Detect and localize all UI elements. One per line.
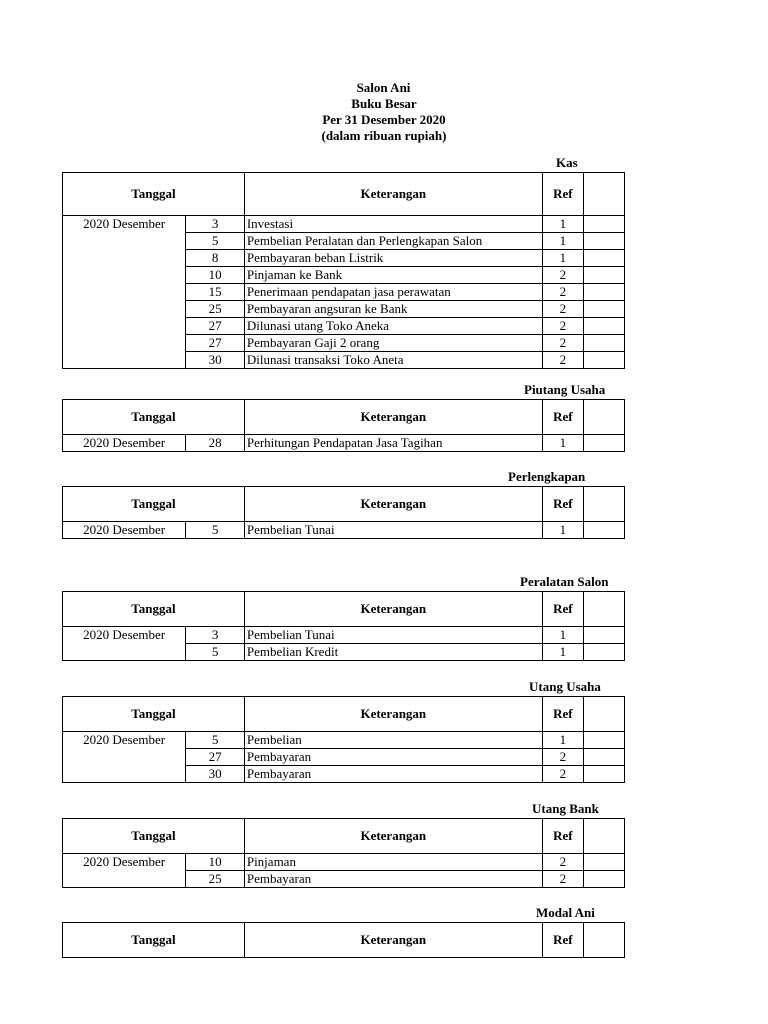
ref-cell: 2 bbox=[542, 749, 583, 766]
day-cell: 10 bbox=[186, 267, 245, 284]
column-header-debit bbox=[583, 923, 624, 958]
debit-cell bbox=[583, 749, 624, 766]
column-header-ref: Ref bbox=[542, 923, 583, 958]
ledger-table bbox=[62, 172, 625, 369]
ledger-table bbox=[62, 696, 625, 783]
day-cell: 3 bbox=[186, 216, 245, 233]
description-cell: Pembayaran beban Listrik bbox=[244, 250, 542, 267]
column-header-ref: Ref bbox=[542, 487, 583, 522]
description-cell: Pembayaran bbox=[244, 749, 542, 766]
column-header-tanggal: Tanggal bbox=[63, 923, 245, 958]
account-title: Peralatan Salon bbox=[520, 574, 609, 589]
date-cell: 2020 Desember bbox=[63, 627, 186, 661]
debit-cell bbox=[583, 318, 624, 335]
column-header-ref: Ref bbox=[542, 819, 583, 854]
table-row bbox=[63, 732, 625, 749]
account-title: Piutang Usaha bbox=[524, 382, 606, 397]
ref-cell: 2 bbox=[542, 766, 583, 783]
account-title: Utang Bank bbox=[532, 801, 599, 816]
day-cell: 30 bbox=[186, 352, 245, 369]
column-header-ref: Ref bbox=[542, 697, 583, 732]
ref-cell: 1 bbox=[542, 250, 583, 267]
column-header-ref: Ref bbox=[542, 173, 583, 216]
column-header-ref: Ref bbox=[542, 592, 583, 627]
column-header-keterangan: Keterangan bbox=[244, 400, 542, 435]
debit-cell bbox=[583, 732, 624, 749]
table-header-row bbox=[63, 173, 625, 216]
day-cell: 3 bbox=[186, 627, 245, 644]
column-header-debit bbox=[583, 173, 624, 216]
table-header-row bbox=[63, 400, 625, 435]
column-header-keterangan: Keterangan bbox=[244, 819, 542, 854]
ref-cell: 2 bbox=[542, 335, 583, 352]
date-cell: 2020 Desember bbox=[63, 435, 186, 452]
description-cell: Pembelian bbox=[244, 732, 542, 749]
description-cell: Penerimaan pendapatan jasa perawatan bbox=[244, 284, 542, 301]
ref-cell: 1 bbox=[542, 732, 583, 749]
description-cell: Pembayaran bbox=[244, 871, 542, 888]
ref-cell: 2 bbox=[542, 318, 583, 335]
debit-cell bbox=[583, 352, 624, 369]
company-name: Salon Ani bbox=[356, 80, 411, 95]
report-unit: (dalam ribuan rupiah) bbox=[321, 128, 447, 143]
report-period: Per 31 Desember 2020 bbox=[322, 112, 446, 127]
description-cell: Pembelian Kredit bbox=[244, 644, 542, 661]
date-cell: 2020 Desember bbox=[63, 216, 186, 369]
day-cell: 5 bbox=[186, 732, 245, 749]
description-cell: Pembelian Peralatan dan Perlengkapan Salon bbox=[244, 233, 542, 250]
day-cell: 30 bbox=[186, 766, 245, 783]
day-cell: 27 bbox=[186, 335, 245, 352]
ledger-table bbox=[62, 399, 625, 452]
table-row bbox=[63, 522, 625, 539]
account-title: Kas bbox=[556, 155, 578, 170]
ref-cell: 2 bbox=[542, 267, 583, 284]
debit-cell bbox=[583, 854, 624, 871]
column-header-ref: Ref bbox=[542, 400, 583, 435]
description-cell: Pembelian Tunai bbox=[244, 627, 542, 644]
table-row bbox=[63, 216, 625, 233]
column-header-tanggal: Tanggal bbox=[63, 173, 245, 216]
debit-cell bbox=[583, 250, 624, 267]
day-cell: 27 bbox=[186, 318, 245, 335]
table-row bbox=[63, 627, 625, 644]
debit-cell bbox=[583, 216, 624, 233]
column-header-keterangan: Keterangan bbox=[244, 487, 542, 522]
description-cell: Pembayaran bbox=[244, 766, 542, 783]
report-title: Buku Besar bbox=[351, 96, 417, 111]
column-header-debit bbox=[583, 487, 624, 522]
column-header-keterangan: Keterangan bbox=[244, 923, 542, 958]
table-header-row bbox=[63, 487, 625, 522]
ref-cell: 2 bbox=[542, 871, 583, 888]
ledger-area bbox=[62, 0, 609, 1024]
day-cell: 5 bbox=[186, 644, 245, 661]
day-cell: 25 bbox=[186, 301, 245, 318]
debit-cell bbox=[583, 871, 624, 888]
description-cell: Pembayaran Gaji 2 orang bbox=[244, 335, 542, 352]
day-cell: 27 bbox=[186, 749, 245, 766]
debit-cell bbox=[583, 267, 624, 284]
debit-cell bbox=[583, 233, 624, 250]
date-cell: 2020 Desember bbox=[63, 522, 186, 539]
debit-cell bbox=[583, 766, 624, 783]
day-cell: 5 bbox=[186, 522, 245, 539]
table-header-row bbox=[63, 697, 625, 732]
debit-cell bbox=[583, 301, 624, 318]
description-cell: Pinjaman bbox=[244, 854, 542, 871]
ref-cell: 2 bbox=[542, 301, 583, 318]
day-cell: 8 bbox=[186, 250, 245, 267]
column-header-debit bbox=[583, 697, 624, 732]
date-cell: 2020 Desember bbox=[63, 854, 186, 888]
day-cell: 25 bbox=[186, 871, 245, 888]
ledger-table bbox=[62, 486, 625, 539]
debit-cell bbox=[583, 335, 624, 352]
account-title: Modal Ani bbox=[536, 905, 595, 920]
description-cell: Dilunasi transaksi Toko Aneta bbox=[244, 352, 542, 369]
table-header-row bbox=[63, 923, 625, 958]
table-header-row bbox=[63, 819, 625, 854]
debit-cell bbox=[583, 522, 624, 539]
ledger-table bbox=[62, 591, 625, 661]
description-cell: Pembayaran angsuran ke Bank bbox=[244, 301, 542, 318]
description-cell: Pinjaman ke Bank bbox=[244, 267, 542, 284]
ref-cell: 1 bbox=[542, 435, 583, 452]
debit-cell bbox=[583, 284, 624, 301]
column-header-debit bbox=[583, 400, 624, 435]
ledger-table bbox=[62, 922, 625, 958]
ref-cell: 1 bbox=[542, 644, 583, 661]
table-row bbox=[63, 854, 625, 871]
account-title: Utang Usaha bbox=[529, 679, 601, 694]
day-cell: 15 bbox=[186, 284, 245, 301]
ledger-table bbox=[62, 818, 625, 888]
column-header-keterangan: Keterangan bbox=[244, 592, 542, 627]
column-header-keterangan: Keterangan bbox=[244, 697, 542, 732]
column-header-tanggal: Tanggal bbox=[63, 592, 245, 627]
description-cell: Investasi bbox=[244, 216, 542, 233]
ref-cell: 1 bbox=[542, 233, 583, 250]
debit-cell bbox=[583, 644, 624, 661]
day-cell: 5 bbox=[186, 233, 245, 250]
column-header-tanggal: Tanggal bbox=[63, 487, 245, 522]
description-cell: Pembelian Tunai bbox=[244, 522, 542, 539]
ref-cell: 2 bbox=[542, 352, 583, 369]
description-cell: Perhitungan Pendapatan Jasa Tagihan bbox=[244, 435, 542, 452]
day-cell: 28 bbox=[186, 435, 245, 452]
description-cell: Dilunasi utang Toko Aneka bbox=[244, 318, 542, 335]
ref-cell: 2 bbox=[542, 284, 583, 301]
table-row bbox=[63, 435, 625, 452]
account-title: Perlengkapan bbox=[508, 469, 586, 484]
ref-cell: 1 bbox=[542, 216, 583, 233]
day-cell: 10 bbox=[186, 854, 245, 871]
column-header-debit bbox=[583, 819, 624, 854]
column-header-keterangan: Keterangan bbox=[244, 173, 542, 216]
ref-cell: 2 bbox=[542, 854, 583, 871]
column-header-tanggal: Tanggal bbox=[63, 400, 245, 435]
ref-cell: 1 bbox=[542, 522, 583, 539]
table-header-row bbox=[63, 592, 625, 627]
column-header-tanggal: Tanggal bbox=[63, 697, 245, 732]
date-cell: 2020 Desember bbox=[63, 732, 186, 783]
debit-cell bbox=[583, 627, 624, 644]
column-header-debit bbox=[583, 592, 624, 627]
column-header-tanggal: Tanggal bbox=[63, 819, 245, 854]
debit-cell bbox=[583, 435, 624, 452]
ref-cell: 1 bbox=[542, 627, 583, 644]
